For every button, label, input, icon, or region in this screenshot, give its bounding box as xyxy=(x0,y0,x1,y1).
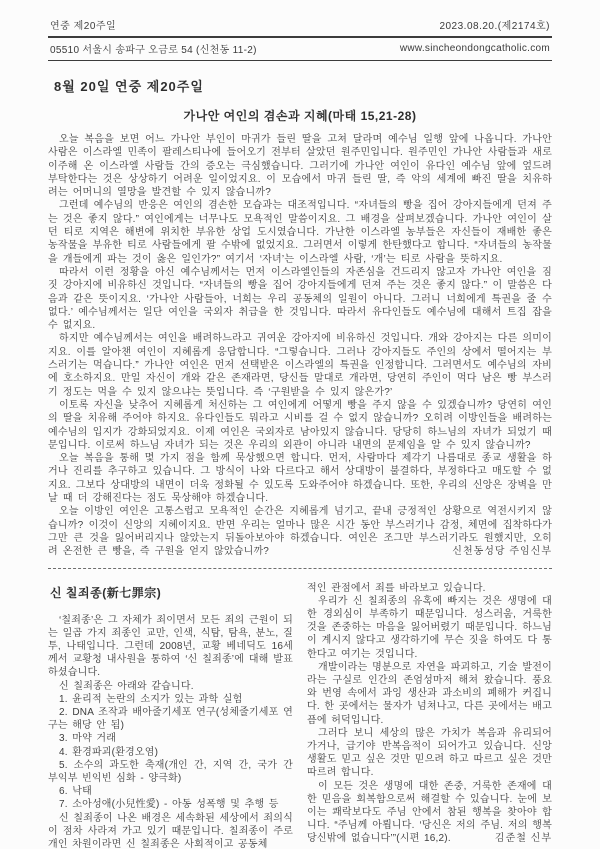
masthead xyxy=(48,17,552,61)
seven-sins-list-intro: 신 칠죄종은 아래와 같습니다. xyxy=(59,680,194,692)
seven-sins-paragraph: 이 모든 것은 생명에 대한 존중, 거룩한 존재에 대한 믿음을 회복함으로써 해결할 수 있습니다. 눈에 보이는 쾌락보다도 주님 안에서 참된 행복을 찾아야 합니다. “주님께 아룁니다. ‘당신은 저의 주님. 저의 행복 당신밖에 없습니다’”(시편 16,2). xyxy=(307,780,552,845)
seven-sins-right-column xyxy=(307,582,552,849)
seven-sins-paragraph: 우리가 신 칠죄종의 유혹에 빠지는 것은 생명에 대한 경외심이 부족하기 때문입니다. 성스러움, 거룩한 것을 존중하는 마음을 잃어버렸기 때문입니다. 하느님이 계시지 않다고 생각하기에 무슨 짓을 하여도 다 통한다고 여기는 것입니다. xyxy=(307,595,552,660)
seven-sins-paragraph: 그러다 보니 세상의 많은 가치가 복음과 유리되어 가거나, 급기야 반복음적이 되어가고 있습니다. 신앙 생활도 믿고 싶은 것만 믿으려 하고 따르고 싶은 것만 따르려 합니다. xyxy=(307,727,552,779)
seven-sins-paragraph: 적인 관점에서 죄를 바라보고 있습니다. xyxy=(307,582,486,594)
seven-sins-list-item: 6. 낙태 xyxy=(59,786,92,798)
homily-paragraph: 오늘 복음을 보면 어느 가나안 부인이 마귀가 들린 딸을 고쳐 달라며 예수님 일행 앞에 나옵니다. 가나안 사람은 이스라엘 민족이 팔레스티나에 들어오기 전부터 살았던 원주민입니다. 원주민인 가나안 사람들과 새로 이주해 온 이스라엘 사람들 간의 증오는 극심했습니다. 그러기에 가나안 여인이 유다인 예수님 앞에 엎드려 부탁한다는 것은 상상하기 어려운 일이었지요. 이 모습에서 마귀 들린 딸, 즉 악의 세계에 빠진 딸을 치유하려는 어머니의 열망을 발견할 수 있지 않습니까? xyxy=(48,134,552,199)
seven-sins-list-item: 2. DNA 조작과 배아줄기세포 연구(성체줄기세포 연구는 해당 안 됨) xyxy=(48,706,293,732)
seven-sins-byline: 김준철 신부 xyxy=(494,833,552,845)
masthead-bottom-row xyxy=(48,38,552,60)
homily-paragraph: 이토록 자신을 낮추어 지혜롭게 처신하는 그 여인에게 어떻게 빵을 주지 않을 수 있겠습니까? 당연히 여인의 딸을 치유해 주어야 하지요. 유다인들도 뭐라고 시비를 걸 수 없지 않습니까? 오히려 이방인들을 배려하는 예수님의 입지가 강화되었지요. 이제 여인은 국외자로 남아있지 않습니다. 당당히 하느님의 자녀가 되었기 때문입니다. 이로써 하느님 자녀가 되는 것은 우리의 외관이 아니라 내면의 문제임을 알 수 있지 않습니까? xyxy=(48,399,552,451)
masthead-divider-bottom xyxy=(48,60,552,61)
date-issue-number: 2023.08.20.(제2174호) xyxy=(439,21,550,32)
homily-paragraph: 오늘 이방인 여인은 고통스럽고 모욕적인 순간은 지혜롭게 넘기고, 끝내 긍정적인 상황으로 역전시키지 않습니까? 이것이 신앙의 지혜이지요. 반면 우리는 얼마나 많은 시간 동안 부스러기나 감정, 체면에 집착하다가 그만 큰 것을 잃어버리지나 않았는지 뒤돌아보아야 하겠습니다. 여인은 조그만 부스러기라도 원했지만, 오히려 온전한 큰 빵을, 즉 구원을 얻지 않았습니까? xyxy=(48,506,552,558)
seven-sins-left-column xyxy=(48,582,293,849)
seven-sins-article xyxy=(48,582,552,849)
seven-sins-list-item: 5. 소수의 과도한 축재(개인 간, 지역 간, 국가 간 부익부 빈익빈 심화 - 양극화) xyxy=(48,759,293,784)
bulletin-content xyxy=(48,76,552,849)
homily-title: 8월 20일 연중 제20주일 xyxy=(54,79,204,94)
homily-paragraph: 따라서 이런 정황을 아신 예수님께서는 먼저 이스라엘인들의 자존심을 건드리지 않고자 가나안 여인을 짐짓 강아지에 비유하신 것입니다. “자녀들의 빵을 집어 강아지들에게 던져 주는 것은 좋지 않다.” 이 말씀은 다음과 같은 뜻이지요. ‘가나안 사람들아, 너희는 우리 공동체의 일원이 아니다. 그러니 너희에게 특권을 줄 수 없다.’ 예수님께서는 일단 여인을 국외자 취급을 한 것입니다. 따라서 유다인들도 예수님에 대해서 트집 잡을 수 없지요. xyxy=(48,266,552,332)
homily-paragraph: 오늘 복음을 통해 몇 가지 점을 함께 묵상했으면 합니다. 먼저, 사람마다 제각기 나름대로 종교 생활을 하거나 진리를 추구하고 있습니다. 그 방식이 나와 다르다고 해서 상대방이 불결하다, 부정하다고 매도할 수 없지요. 그보다 상대방의 내면이 더욱 정화될 수 있도록 도와주어야 하겠습니다. 또한, 우리의 신앙은 장벽을 만날 때 더 강해진다는 점도 묵상해야 하겠습니다. xyxy=(48,453,552,505)
masthead-top-row xyxy=(48,17,552,36)
issue-label: 연중 제20주일 xyxy=(50,21,117,32)
seven-sins-paragraph: 신 칠죄종이 나온 배경은 세속화된 세상에서 죄의식이 점차 사라져 가고 있기 때문입니다. 칠죄종이 주로 개인 차원이라면 신 칠죄종은 사회적이고 공동체 xyxy=(48,812,293,849)
homily-subtitle: 가나안 여인의 겸손과 지혜(마태 15,21-28) xyxy=(183,109,417,123)
homily-paragraph: 그런데 예수님의 반응은 여인의 겸손한 모습과는 대조적입니다. “자녀들의 빵을 집어 강아지들에게 던져 주는 것은 좋지 않다.” 여인에게는 너무나도 모욕적인 말씀이지요. 그 배경을 살펴보겠습니다. 가나안 여인이 살던 티로 지역은 해변에 위치한 부유한 상업 도시였습니다. 가난한 이스라엘 농부들은 자신들이 재배한 좋은 농작물을 부유한 티로 사람들에게 팔 수밖에 없었지요. 그러면서 이렇게 한탄했다고 합니다. “자녀들의 농작물을 개들에게 파는 것이 옳은 일인가?” 여기서 ‘자녀’는 이스라엘 사람, ‘개’는 티로 사람을 뜻하지요. xyxy=(48,200,552,265)
homily-body xyxy=(48,133,552,559)
seven-sins-paragraph: 개발이라는 명분으로 자연을 파괴하고, 기술 발전이라는 구실로 인간의 존엄성마저 해쳐 왔습니다. 풍요와 번영 속에서 과잉 생산과 과소비의 폐해가 커집니다. 한 곳에서는 물자가 넘쳐나고, 다른 곳에서는 배고픔에 허덕입니다. xyxy=(307,661,552,726)
section-dashed-divider xyxy=(48,568,552,569)
seven-sins-paragraph: ‘칠죄종’은 그 자체가 죄이면서 모든 죄의 근원이 되는 일곱 가지 죄종인 교만, 인색, 식탐, 탐욕, 분노, 질투, 나태입니다. 그런데 2008년, 교황 베네딕도 16세께서 교황청 내사원을 통하여 ‘신 칠죄종’에 대해 발표하셨습니다. xyxy=(48,614,293,679)
seven-sins-list-item: 1. 윤리적 논란의 소지가 있는 과학 실험 xyxy=(59,693,243,705)
homily-article xyxy=(48,76,552,559)
homily-byline: 신천동성당 주임신부 xyxy=(452,546,552,558)
church-address: 05510 서울시 송파구 오금로 54 (신천동 11-2) xyxy=(50,45,257,56)
seven-sins-list-item: 3. 마약 거래 xyxy=(59,733,117,745)
seven-sins-list-item: 7. 소아성애(小兒性愛) - 아동 성폭행 및 추행 등 xyxy=(59,799,279,811)
seven-sins-list-item: 4. 환경파괴(환경오염) xyxy=(59,746,159,758)
homily-paragraph: 하지만 예수님께서는 여인을 배려하느라고 귀여운 강아지에 비유하신 것입니다. 개와 강아지는 다른 의미이지요. 이를 알아챈 여인이 지혜롭게 응답합니다. “그렇습니다. 그러나 강아지들도 주인의 상에서 떨어지는 부스러기는 먹습니다.” 가나안 여인은 먼저 선택받은 이스라엘의 특권을 인정합니다. 그러면서도 예수님의 자비에 호소하지요. 만일 자신이 개와 같은 존재라면, 당신들 말대로 개라면, 당연히 주인이 먹다 남은 빵 부스러기 정도는 먹을 수 있지 않으냐는 뜻입니다. 즉 ‘구원받을 수 있지 않은가?’ xyxy=(48,333,552,398)
seven-sins-title: 신 칠죄종(新七罪宗) xyxy=(50,585,162,600)
website-url: www.sincheondongcatholic.com xyxy=(399,43,550,54)
